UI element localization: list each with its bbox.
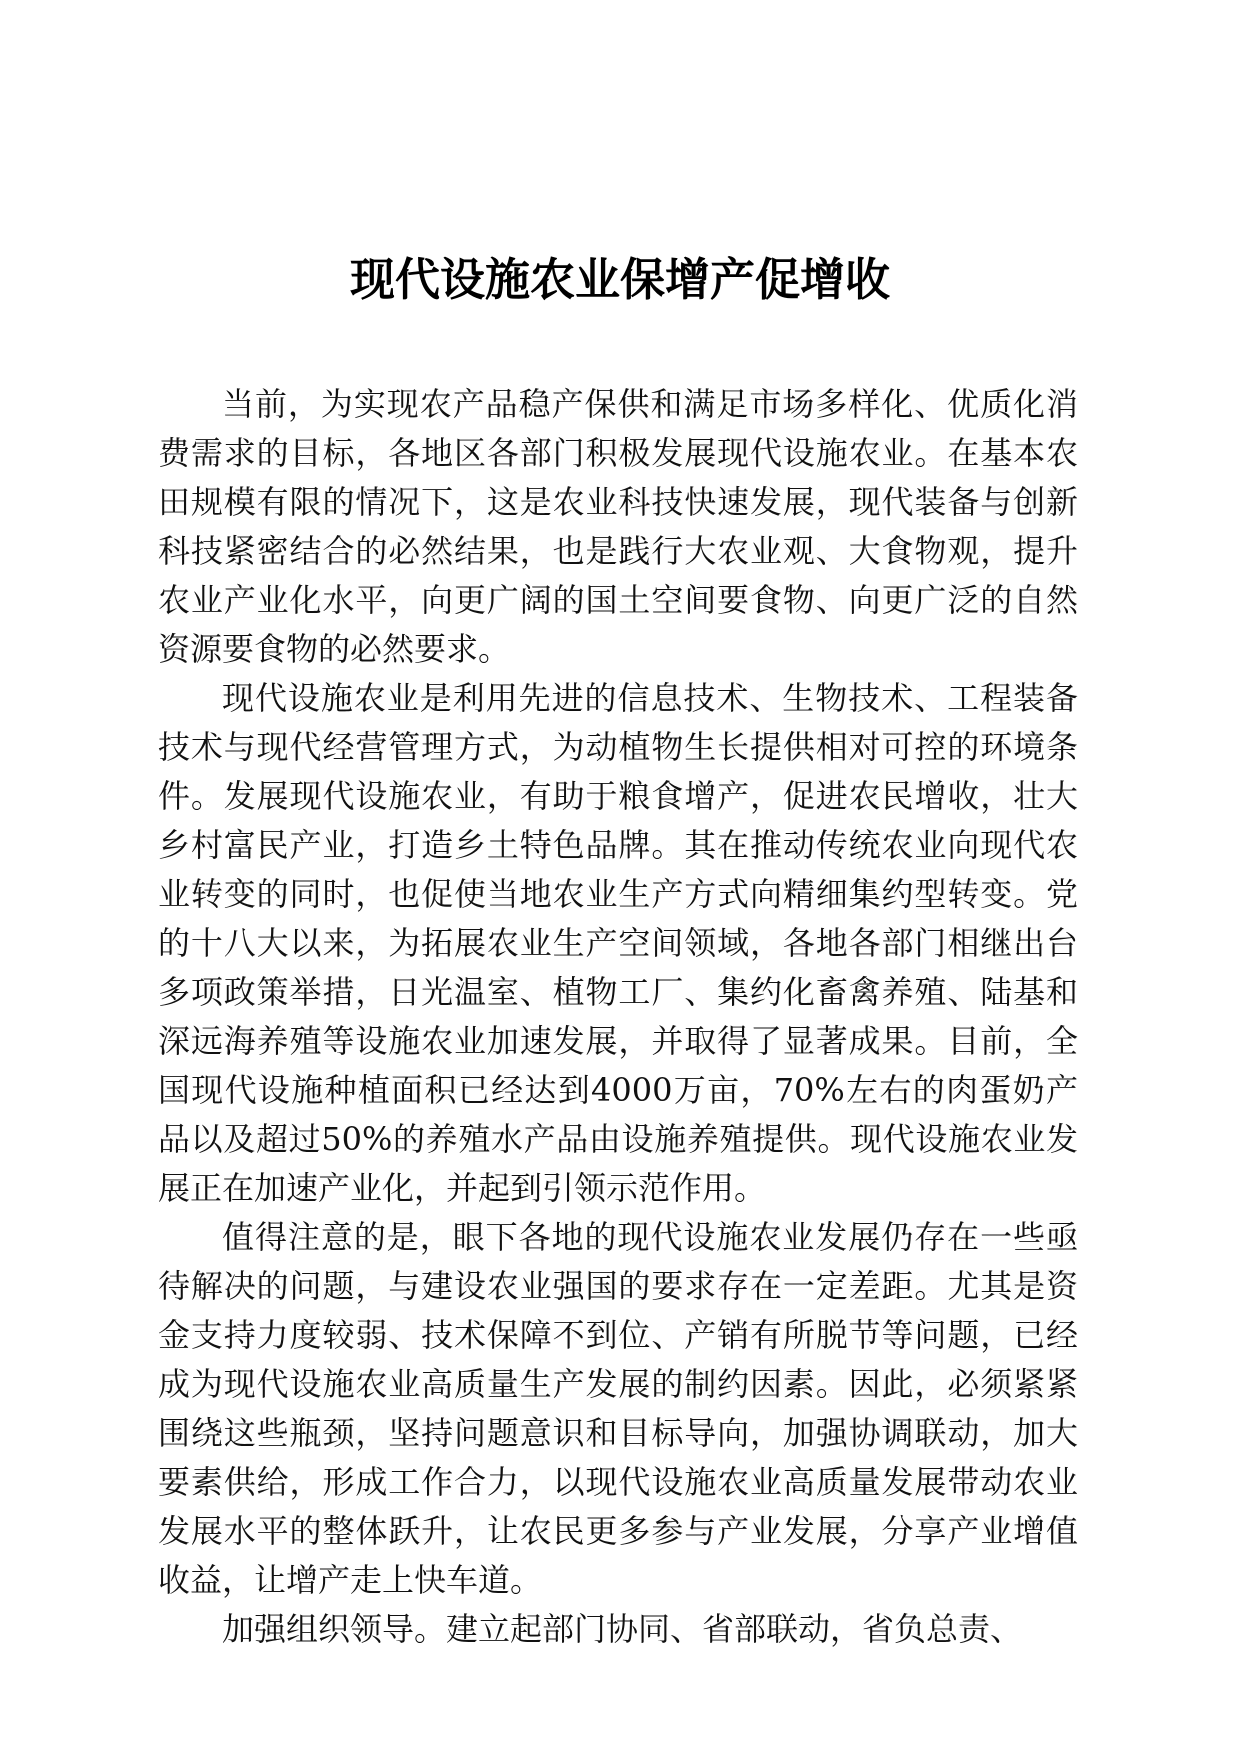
paragraph-1: 当前，为实现农产品稳产保供和满足市场多样化、优质化消费需求的目标，各地区各部门积极发展现代设施农业。在基本农田规模有限的情况下，这是农业科技快速发展，现代装备与创新科技紧密结合的必然结果，也是践行大农业观、大食物观，提升农业产业化水平，向更广阔的国土空间要食物、向更广泛的自然资源要食物的必然要求。: [158, 385, 1078, 668]
page-title: 现代设施农业保增产促增收: [349, 253, 890, 306]
paragraph-4: 加强组织领导。建立起部门协同、省部联动，省负总责、: [222, 1610, 1023, 1648]
paragraph-2: 现代设施农业是利用先进的信息技术、生物技术、工程装备技术与现代经营管理方式，为动植物生长提供相对可控的环境条件。发展现代设施农业，有助于粮食增产，促进农民增收，壮大乡村富民产业，打造乡土特色品牌。其在推动传统农业向现代农业转变的同时，也促使当地农业生产方式向精细集约型转变。党的十八大以来，为拓展农业生产空间领域，各地各部门相继出台多项政策举措，日光温室、植物工厂、集约化畜禽养殖、陆基和深远海养殖等设施农业加速发展，并取得了显著成果。目前，全国现代设施种植面积已经达到4000万亩，70%左右的肉蛋奶产品以及超过50%的养殖水产品由设施养殖提供。现代设施农业发展正在加速产业化，并起到引领示范作用。: [158, 679, 1078, 1207]
article-body: [158, 380, 1078, 1654]
paragraph-3: 值得注意的是，眼下各地的现代设施农业发展仍存在一些亟待解决的问题，与建设农业强国的要求存在一定差距。尤其是资金支持力度较弱、技术保障不到位、产销有所脱节等问题，已经成为现代设施农业高质量生产发展的制约因素。因此，必须紧紧围绕这些瓶颈，坚持问题意识和目标导向，加强协调联动，加大要素供给，形成工作合力，以现代设施农业高质量发展带动农业发展水平的整体跃升，让农民更多参与产业发展，分享产业增值收益，让增产走上快车道。: [158, 1218, 1078, 1599]
